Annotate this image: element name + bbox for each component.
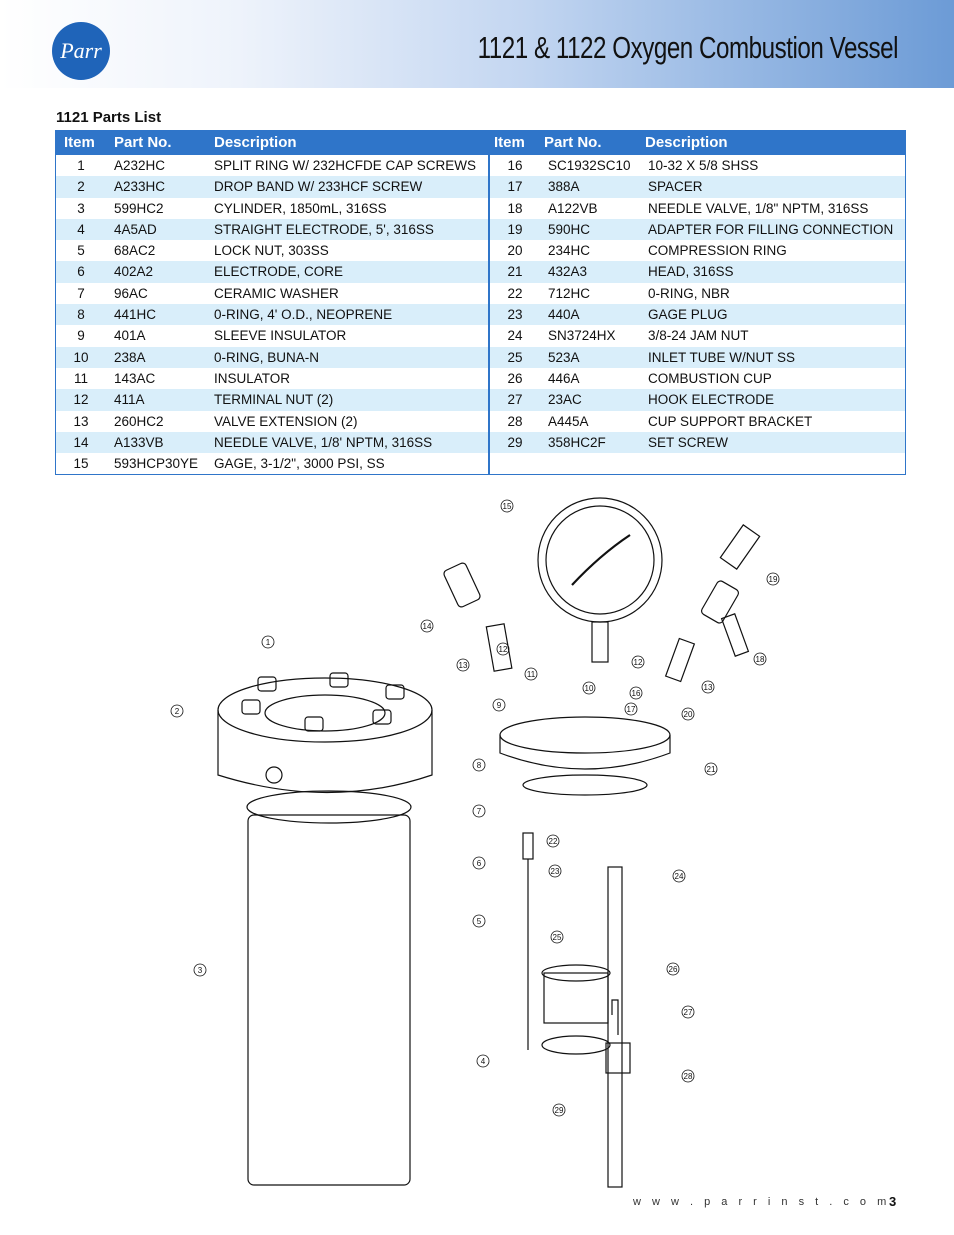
item-number: 24	[507, 328, 523, 344]
needle-valve-left	[443, 562, 482, 608]
item-number: 3	[77, 200, 85, 216]
part-description: 0-RING, NBR	[648, 285, 730, 301]
cylinder	[248, 815, 410, 1185]
table-row	[490, 240, 905, 261]
part-description: CERAMIC WASHER	[214, 285, 339, 301]
item-number: 27	[507, 392, 523, 408]
part-number: 388A	[548, 179, 580, 195]
part-description: NEEDLE VALVE, 1/8' NPTM, 316SS	[214, 434, 433, 450]
part-description: 0-RING, 4' O.D., NEOPRENE	[214, 307, 393, 323]
part-number: 712HC	[548, 285, 591, 301]
part-number: A232HC	[114, 158, 166, 173]
table-row	[490, 304, 905, 325]
item-number: 2	[77, 179, 85, 195]
callout-number: 5	[476, 917, 482, 926]
table-row	[56, 240, 488, 261]
callout-number: 15	[502, 502, 512, 511]
table-row	[56, 411, 488, 432]
part-number: 260HC2	[114, 413, 164, 429]
item-number: 6	[77, 264, 85, 280]
parts-table	[55, 130, 906, 475]
part-description: SET SCREW	[648, 434, 729, 450]
item-number: 13	[73, 413, 89, 429]
table-row	[490, 176, 905, 197]
table-row	[490, 198, 905, 219]
part-description: INSULATOR	[214, 370, 291, 386]
split-ring-body	[218, 710, 432, 793]
col-item-left: Item	[64, 134, 95, 151]
parts-rows-right	[490, 155, 905, 453]
item-number: 17	[507, 179, 523, 195]
part-number: 238A	[114, 349, 146, 365]
part-description: ELECTRODE, CORE	[214, 264, 344, 280]
table-row	[490, 155, 905, 176]
part-description: HEAD, 316SS	[648, 264, 734, 280]
col-part-right: Part No.	[544, 134, 602, 151]
part-number: SC1932SC10	[548, 158, 631, 173]
callout-number: 12	[633, 658, 643, 667]
part-description: SPLIT RING W/ 232HCFDE CAP SCREWS	[214, 158, 477, 173]
callout-number: 21	[706, 765, 716, 774]
callout-number: 28	[683, 1072, 693, 1081]
table-row	[56, 219, 488, 240]
callout-number: 23	[550, 867, 560, 876]
table-row	[490, 432, 905, 453]
needle-valve-18	[722, 614, 749, 656]
table-row	[56, 283, 488, 304]
part-number: A445A	[548, 413, 589, 429]
cup-support-bracket	[606, 1043, 630, 1073]
col-desc-right: Description	[645, 134, 728, 151]
part-number: SN3724HX	[548, 328, 616, 344]
callout-number: 25	[552, 933, 562, 942]
item-number: 4	[77, 221, 85, 237]
item-number: 26	[507, 370, 523, 386]
head-body	[500, 735, 670, 769]
page-title: 1121 & 1122 Oxygen Combustion Vessel	[477, 30, 898, 65]
part-description: SLEEVE INSULATOR	[214, 328, 347, 344]
item-number: 25	[507, 349, 523, 365]
callout-number: 9	[496, 701, 502, 710]
table-row	[490, 368, 905, 389]
item-number: 21	[507, 264, 523, 280]
part-description: COMPRESSION RING	[648, 243, 787, 259]
item-number: 22	[507, 285, 523, 301]
callout-number: 11	[526, 670, 536, 679]
part-description: HOOK ELECTRODE	[648, 392, 775, 408]
part-description: COMBUSTION CUP	[648, 370, 772, 386]
table-row	[56, 176, 488, 197]
part-number: 402A2	[114, 264, 154, 280]
callout-number: 13	[703, 683, 713, 692]
part-description: ADAPTER FOR FILLING CONNECTION	[648, 221, 894, 237]
table-row	[490, 261, 905, 282]
needle-valve-right	[700, 580, 740, 625]
part-description: VALVE EXTENSION (2)	[214, 413, 358, 429]
item-number: 16	[507, 158, 523, 173]
part-description: TERMINAL NUT (2)	[214, 392, 334, 408]
callout-number: 29	[554, 1106, 564, 1115]
callout-number: 16	[631, 689, 641, 698]
part-number: 446A	[548, 370, 580, 386]
table-row	[56, 432, 488, 453]
part-description: GAGE, 3-1/2", 3000 PSI, SS	[214, 456, 385, 472]
table-row	[56, 389, 488, 410]
drop-band-screw	[266, 767, 282, 783]
callout-number: 18	[755, 655, 765, 664]
callout-number: 2	[174, 707, 180, 716]
part-number: 401A	[114, 328, 146, 344]
part-number: 358HC2F	[548, 434, 606, 450]
part-number: 441HC	[114, 307, 157, 323]
part-number: 68AC2	[114, 243, 156, 259]
item-number: 7	[77, 285, 85, 301]
part-description: 0-RING, BUNA-N	[214, 349, 320, 365]
callout-number: 12	[498, 645, 508, 654]
item-number: 12	[73, 392, 89, 408]
part-number: 143AC	[114, 370, 156, 386]
item-number: 29	[507, 434, 523, 450]
item-number: 28	[507, 413, 523, 429]
cylinder-top-ring	[247, 791, 411, 823]
table-row	[490, 325, 905, 346]
parts-list-heading: 1121 Parts List	[56, 109, 162, 126]
inlet-tube	[608, 867, 622, 1187]
callout-number: 4	[480, 1057, 486, 1066]
part-number: 523A	[548, 349, 580, 365]
part-description: STRAIGHT ELECTRODE, 5', 316SS	[214, 221, 434, 237]
callout-number: 27	[683, 1008, 693, 1017]
part-number: 440A	[548, 307, 580, 323]
part-number: 23AC	[548, 392, 582, 408]
item-number: 10	[73, 349, 89, 365]
table-row	[56, 325, 488, 346]
split-ring-top	[218, 678, 432, 742]
part-number: 4A5AD	[114, 221, 157, 237]
table-row	[490, 411, 905, 432]
item-number: 11	[73, 370, 88, 386]
table-row	[56, 261, 488, 282]
valve-extension-right	[666, 638, 695, 681]
callout-number: 8	[476, 761, 482, 770]
callout-number: 7	[476, 807, 482, 816]
part-description: 10-32 X 5/8 SHSS	[648, 158, 759, 173]
col-item-right: Item	[494, 134, 525, 151]
part-number: 593HCP30YE	[114, 456, 199, 472]
item-number: 5	[77, 243, 85, 259]
cup-support-ring	[542, 1036, 610, 1054]
item-number: 19	[507, 221, 523, 237]
item-number: 15	[73, 456, 89, 472]
exploded-view-diagram	[160, 495, 800, 1195]
part-number: 599HC2	[114, 200, 164, 216]
item-number: 1	[77, 158, 85, 173]
callout-number: 22	[548, 837, 558, 846]
callout-number: 24	[674, 872, 684, 881]
callout-number: 20	[683, 710, 693, 719]
table-row	[490, 283, 905, 304]
callout-number: 14	[422, 622, 432, 631]
hook-electrode	[612, 1000, 618, 1035]
part-description: CYLINDER, 1850mL, 316SS	[214, 200, 387, 216]
table-row	[56, 347, 488, 368]
callout-number: 13	[458, 661, 468, 670]
part-number: A233HC	[114, 179, 166, 195]
table-header	[56, 131, 905, 155]
part-description: NEEDLE VALVE, 1/8" NPTM, 316SS	[648, 200, 869, 216]
core-electrode	[523, 833, 533, 859]
callout-number: 3	[197, 966, 203, 975]
col-part-left: Part No.	[114, 134, 172, 151]
table-row	[490, 219, 905, 240]
part-number: 411A	[114, 392, 145, 408]
footer-url[interactable]: w w w . p a r r i n s t . c o m	[633, 1196, 891, 1208]
item-number: 23	[507, 307, 523, 323]
table-row	[56, 453, 488, 474]
item-number: 20	[507, 243, 523, 259]
part-description: DROP BAND W/ 233HCF SCREW	[214, 179, 423, 195]
page-number: 3	[889, 1194, 897, 1209]
callout-number: 17	[626, 705, 636, 714]
callout-number: 26	[668, 965, 678, 974]
item-number: 18	[507, 200, 523, 216]
part-number: 96AC	[114, 285, 148, 301]
part-number: 590HC	[548, 221, 591, 237]
table-row	[56, 198, 488, 219]
callout-number: 1	[265, 638, 271, 647]
head-oring	[523, 775, 647, 795]
table-row	[56, 155, 488, 176]
table-row	[490, 347, 905, 368]
part-number: A133VB	[114, 434, 164, 450]
part-number: 234HC	[548, 243, 591, 259]
item-number: 8	[77, 307, 85, 323]
part-description: SPACER	[648, 179, 703, 195]
callout-number: 19	[768, 575, 778, 584]
filling-adapter	[720, 525, 759, 569]
page-header	[0, 0, 954, 88]
item-number: 14	[73, 434, 89, 450]
pressure-gage	[538, 498, 662, 622]
table-row	[56, 368, 488, 389]
part-description: GAGE PLUG	[648, 307, 728, 323]
head-top	[500, 717, 670, 753]
parr-logo: Parr	[52, 22, 110, 80]
col-desc-left: Description	[214, 134, 297, 151]
callout-number: 6	[476, 859, 482, 868]
part-description: CUP SUPPORT BRACKET	[648, 413, 813, 429]
part-number: 432A3	[548, 264, 588, 280]
part-number: A122VB	[548, 200, 598, 216]
callout-number: 10	[584, 684, 594, 693]
part-description: LOCK NUT, 303SS	[214, 243, 329, 259]
part-description: 3/8-24 JAM NUT	[648, 328, 749, 344]
item-number: 9	[77, 328, 85, 344]
table-row	[56, 304, 488, 325]
table-row	[490, 389, 905, 410]
parts-rows-left	[56, 155, 488, 474]
gage-stem	[592, 622, 608, 662]
part-description: INLET TUBE W/NUT SS	[648, 349, 796, 365]
